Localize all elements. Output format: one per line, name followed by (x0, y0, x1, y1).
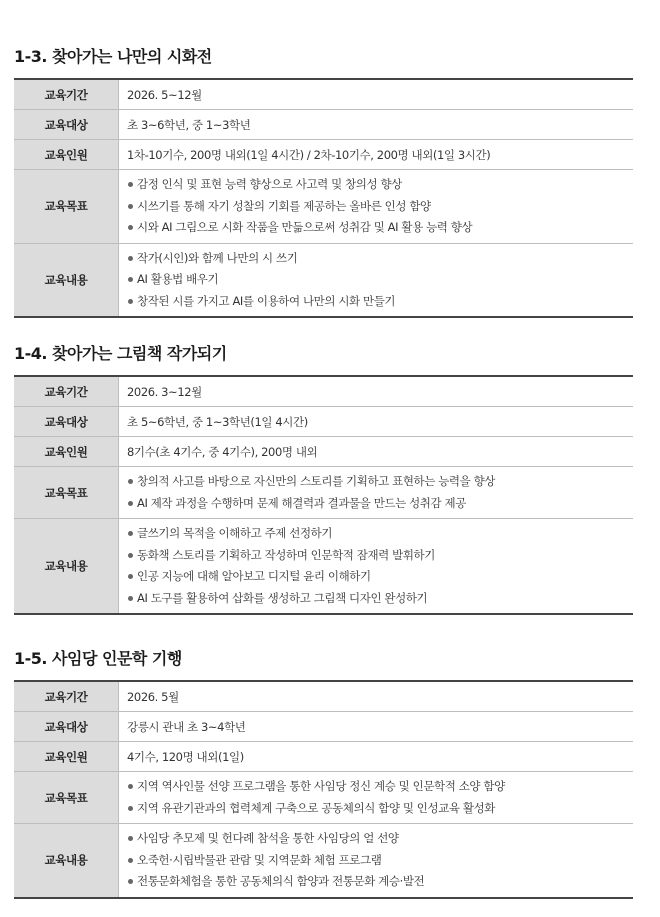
list-item: AI 도구를 활용하여 삽화를 생성하고 그림책 디자인 완성하기 (127, 588, 625, 610)
row-value (119, 772, 634, 824)
section-title: 1-5. 사임당 인문학 기행 (14, 649, 182, 668)
row-value (119, 243, 634, 317)
bullet-list (127, 824, 625, 897)
list-item: 오죽헌·시립박물관 관람 및 지역문화 체험 프로그램 (127, 850, 625, 872)
list-item: 동화책 스토리를 기획하고 작성하며 인문학적 잠재력 발휘하기 (127, 545, 625, 567)
row-period (14, 79, 633, 110)
bullet-list (127, 170, 625, 243)
list-item: AI 활용법 배우기 (127, 269, 625, 291)
row-contents (14, 824, 633, 898)
row-value: 초 5~6학년, 중 1~3학년(1일 4시간) (119, 407, 634, 437)
row-goals (14, 467, 633, 519)
list-item: 지역 역사인물 선양 프로그램을 통한 사임당 정신 계승 및 인문학적 소양 함양 (127, 776, 625, 798)
list-item: 작가(시인)와 함께 나만의 시 쓰기 (127, 248, 625, 270)
info-table (14, 680, 633, 899)
row-goals (14, 170, 633, 244)
row-label: 교육목표 (14, 467, 119, 519)
row-value (119, 467, 634, 519)
row-value: 강릉시 관내 초 3~4학년 (119, 712, 634, 742)
list-item: AI 제작 과정을 수행하며 문제 해결력과 결과물을 만드는 성취감 제공 (127, 493, 625, 515)
row-label: 교육내용 (14, 243, 119, 317)
row-label: 교육인원 (14, 437, 119, 467)
row-label: 교육내용 (14, 519, 119, 615)
list-item: 인공 지능에 대해 알아보고 디지털 윤리 이해하기 (127, 566, 625, 588)
row-value: 2026. 5월 (119, 681, 634, 712)
row-value: 4기수, 120명 내외(1일) (119, 742, 634, 772)
list-item: 전통문화체험을 통한 공동체의식 함양과 전통문화 계승·발전 (127, 871, 625, 893)
row-value: 초 3~6학년, 중 1~3학년 (119, 110, 634, 140)
row-value (119, 170, 634, 244)
row-goals (14, 772, 633, 824)
row-personnel (14, 140, 633, 170)
row-label: 교육내용 (14, 824, 119, 898)
row-label: 교육인원 (14, 140, 119, 170)
row-label: 교육기간 (14, 376, 119, 407)
bullet-list (127, 519, 625, 613)
row-label: 교육대상 (14, 712, 119, 742)
list-item: 글쓰기의 목적을 이해하고 주제 선정하기 (127, 523, 625, 545)
row-personnel (14, 742, 633, 772)
info-table (14, 375, 633, 615)
row-target (14, 407, 633, 437)
row-value: 1차-10기수, 200명 내외(1일 4시간) / 2차-10기수, 200명 내외(1일 3시간) (119, 140, 634, 170)
row-contents (14, 519, 633, 615)
row-value: 2026. 5~12월 (119, 79, 634, 110)
list-item: 창의적 사고를 바탕으로 자신만의 스토리를 기획하고 표현하는 능력을 향상 (127, 471, 625, 493)
row-label: 교육목표 (14, 170, 119, 244)
bullet-list (127, 772, 625, 823)
row-label: 교육목표 (14, 772, 119, 824)
row-label: 교육대상 (14, 110, 119, 140)
section-1-5 (14, 646, 633, 899)
row-label: 교육대상 (14, 407, 119, 437)
row-target (14, 110, 633, 140)
row-period (14, 376, 633, 407)
row-value: 2026. 3~12월 (119, 376, 634, 407)
row-label: 교육기간 (14, 79, 119, 110)
row-contents (14, 243, 633, 317)
row-period (14, 681, 633, 712)
list-item: 시쓰기를 통해 자기 성찰의 기회를 제공하는 올바른 인성 함양 (127, 196, 625, 218)
bullet-list (127, 244, 625, 317)
list-item: 지역 유관기관과의 협력체계 구축으로 공동체의식 함양 및 인성교육 활성화 (127, 798, 625, 820)
list-item: 창작된 시를 가지고 AI를 이용하여 나만의 시화 만들기 (127, 291, 625, 313)
row-value (119, 824, 634, 898)
row-label: 교육기간 (14, 681, 119, 712)
bullet-list (127, 467, 625, 518)
list-item: 시와 AI 그림으로 시화 작품을 만듦으로써 성취감 및 AI 활용 능력 향상 (127, 217, 625, 239)
section-1-4 (14, 341, 633, 615)
row-label: 교육인원 (14, 742, 119, 772)
list-item: 사임당 추모제 및 헌다례 참석을 통한 사임당의 얼 선양 (127, 828, 625, 850)
section-title: 1-4. 찾아가는 그림책 작가되기 (14, 344, 227, 363)
section-title: 1-3. 찾아가는 나만의 시화전 (14, 47, 212, 66)
info-table (14, 78, 633, 318)
list-item: 감정 인식 및 표현 능력 향상으로 사고력 및 창의성 향상 (127, 174, 625, 196)
row-value (119, 519, 634, 615)
row-value: 8기수(초 4기수, 중 4기수), 200명 내외 (119, 437, 634, 467)
section-1-3 (14, 44, 633, 318)
row-personnel (14, 437, 633, 467)
row-target (14, 712, 633, 742)
